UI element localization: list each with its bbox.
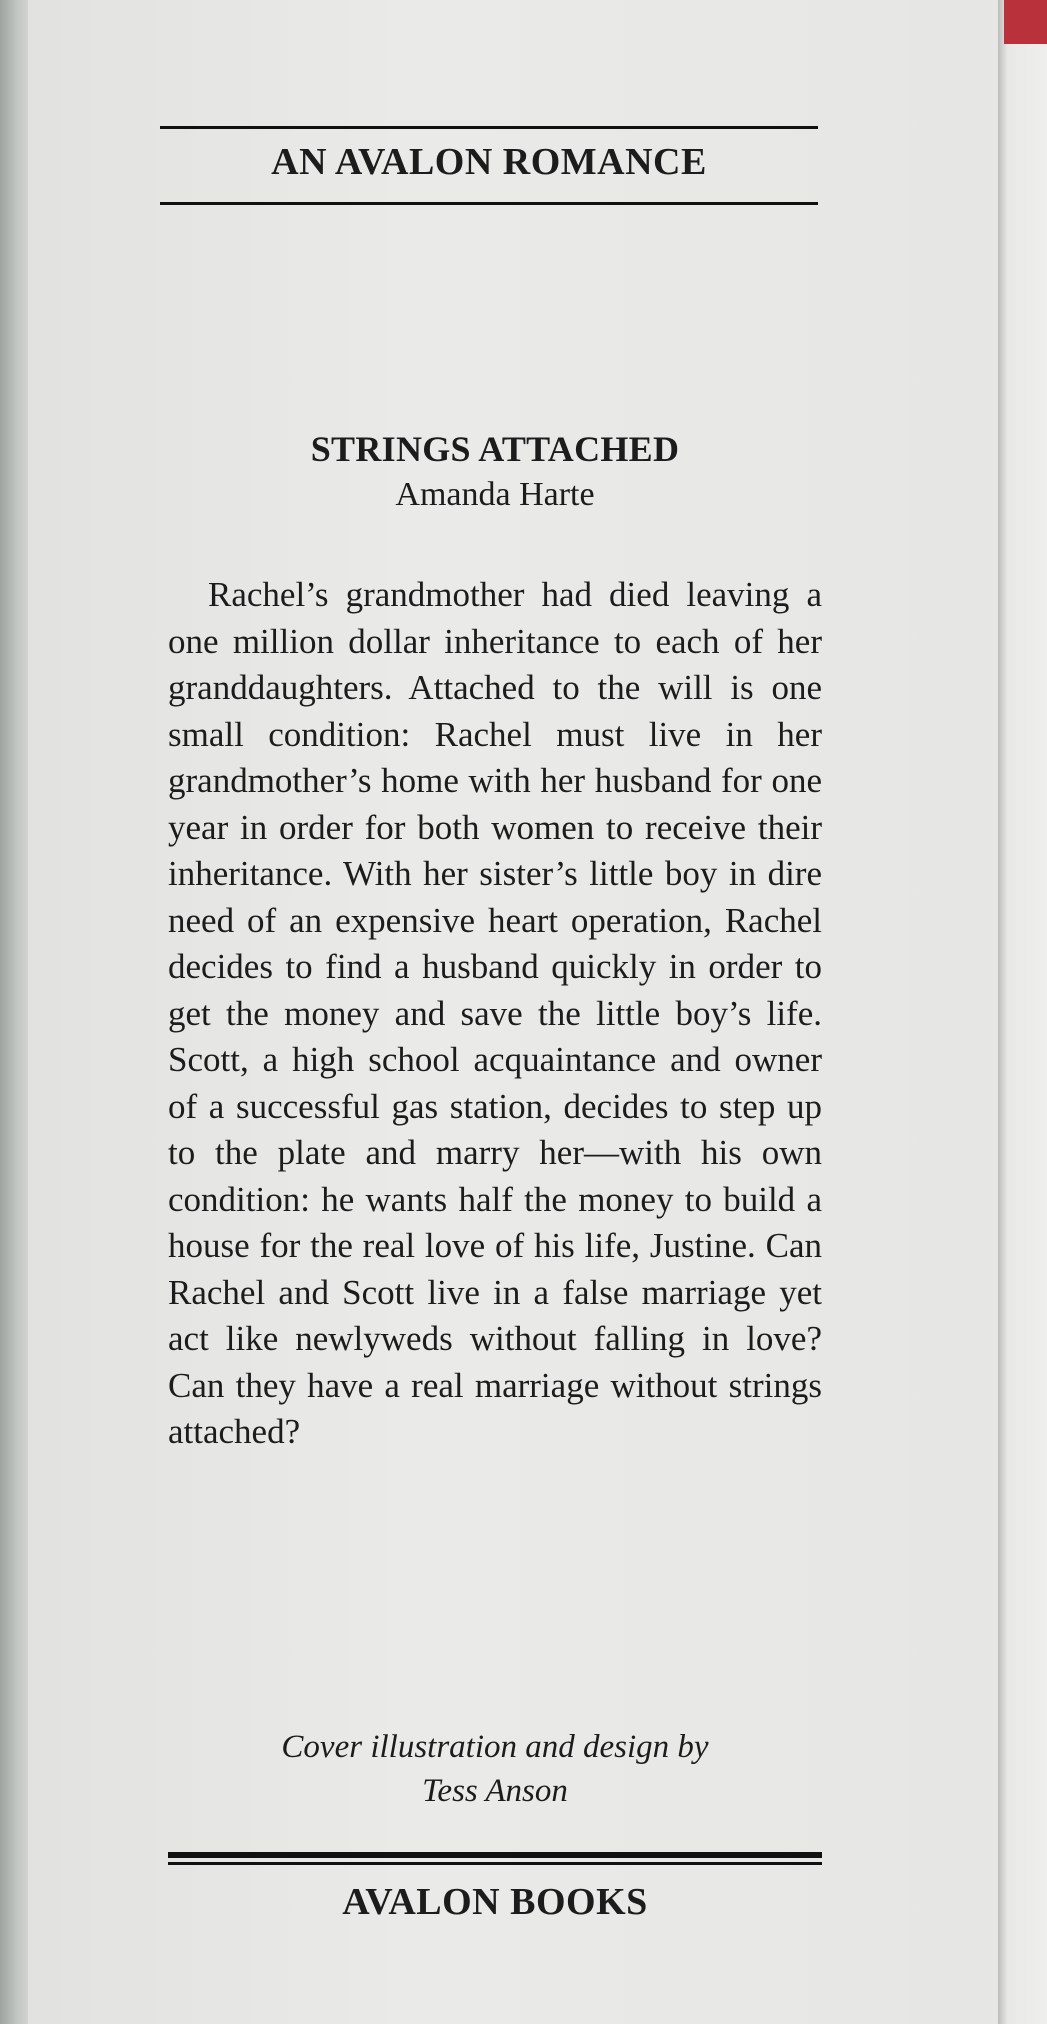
publisher-name: AVALON BOOKS bbox=[342, 1881, 648, 1923]
red-spine-tab bbox=[1004, 0, 1047, 44]
header-top-rule bbox=[160, 126, 818, 129]
cover-credit bbox=[168, 1725, 822, 1813]
book-title: STRINGS ATTACHED bbox=[310, 429, 680, 469]
book-author: Amanda Harte bbox=[395, 476, 595, 513]
footer-top-rule-thin bbox=[168, 1862, 822, 1865]
cover-credit-artist: Tess Anson bbox=[422, 1773, 568, 1809]
imprint-heading: AN AVALON ROMANCE bbox=[271, 141, 707, 183]
right-spine-edge bbox=[998, 0, 1047, 2024]
book-blurb: Rachel’s grandmother had died leaving a one million dollar inheritance to each of her granddaughters. Attached to the will is one small condition: Rachel must live in her grandmother’s home with her husband for one year in order for both women to receive their inheritance. With her sister’s little boy in dire need of an expensive heart operation, Rachel decides to find a husband quickly in order to get the money and save the little boy’s life. Scott, a high school acquaintance and owner of a successful gas station, decides to step up to the plate and marry her—with his own condition: he wants half the money to build a house for the real love of his life, Justine. Can Rachel and Scott live in a false marriage yet act like newlyweds without falling in love? Can they have a real marriage without strings attached? bbox=[168, 575, 822, 1451]
cover-credit-line: Cover illustration and design by bbox=[281, 1729, 709, 1765]
header-bottom-rule bbox=[160, 202, 818, 205]
footer-top-rule-thick bbox=[168, 1852, 822, 1858]
